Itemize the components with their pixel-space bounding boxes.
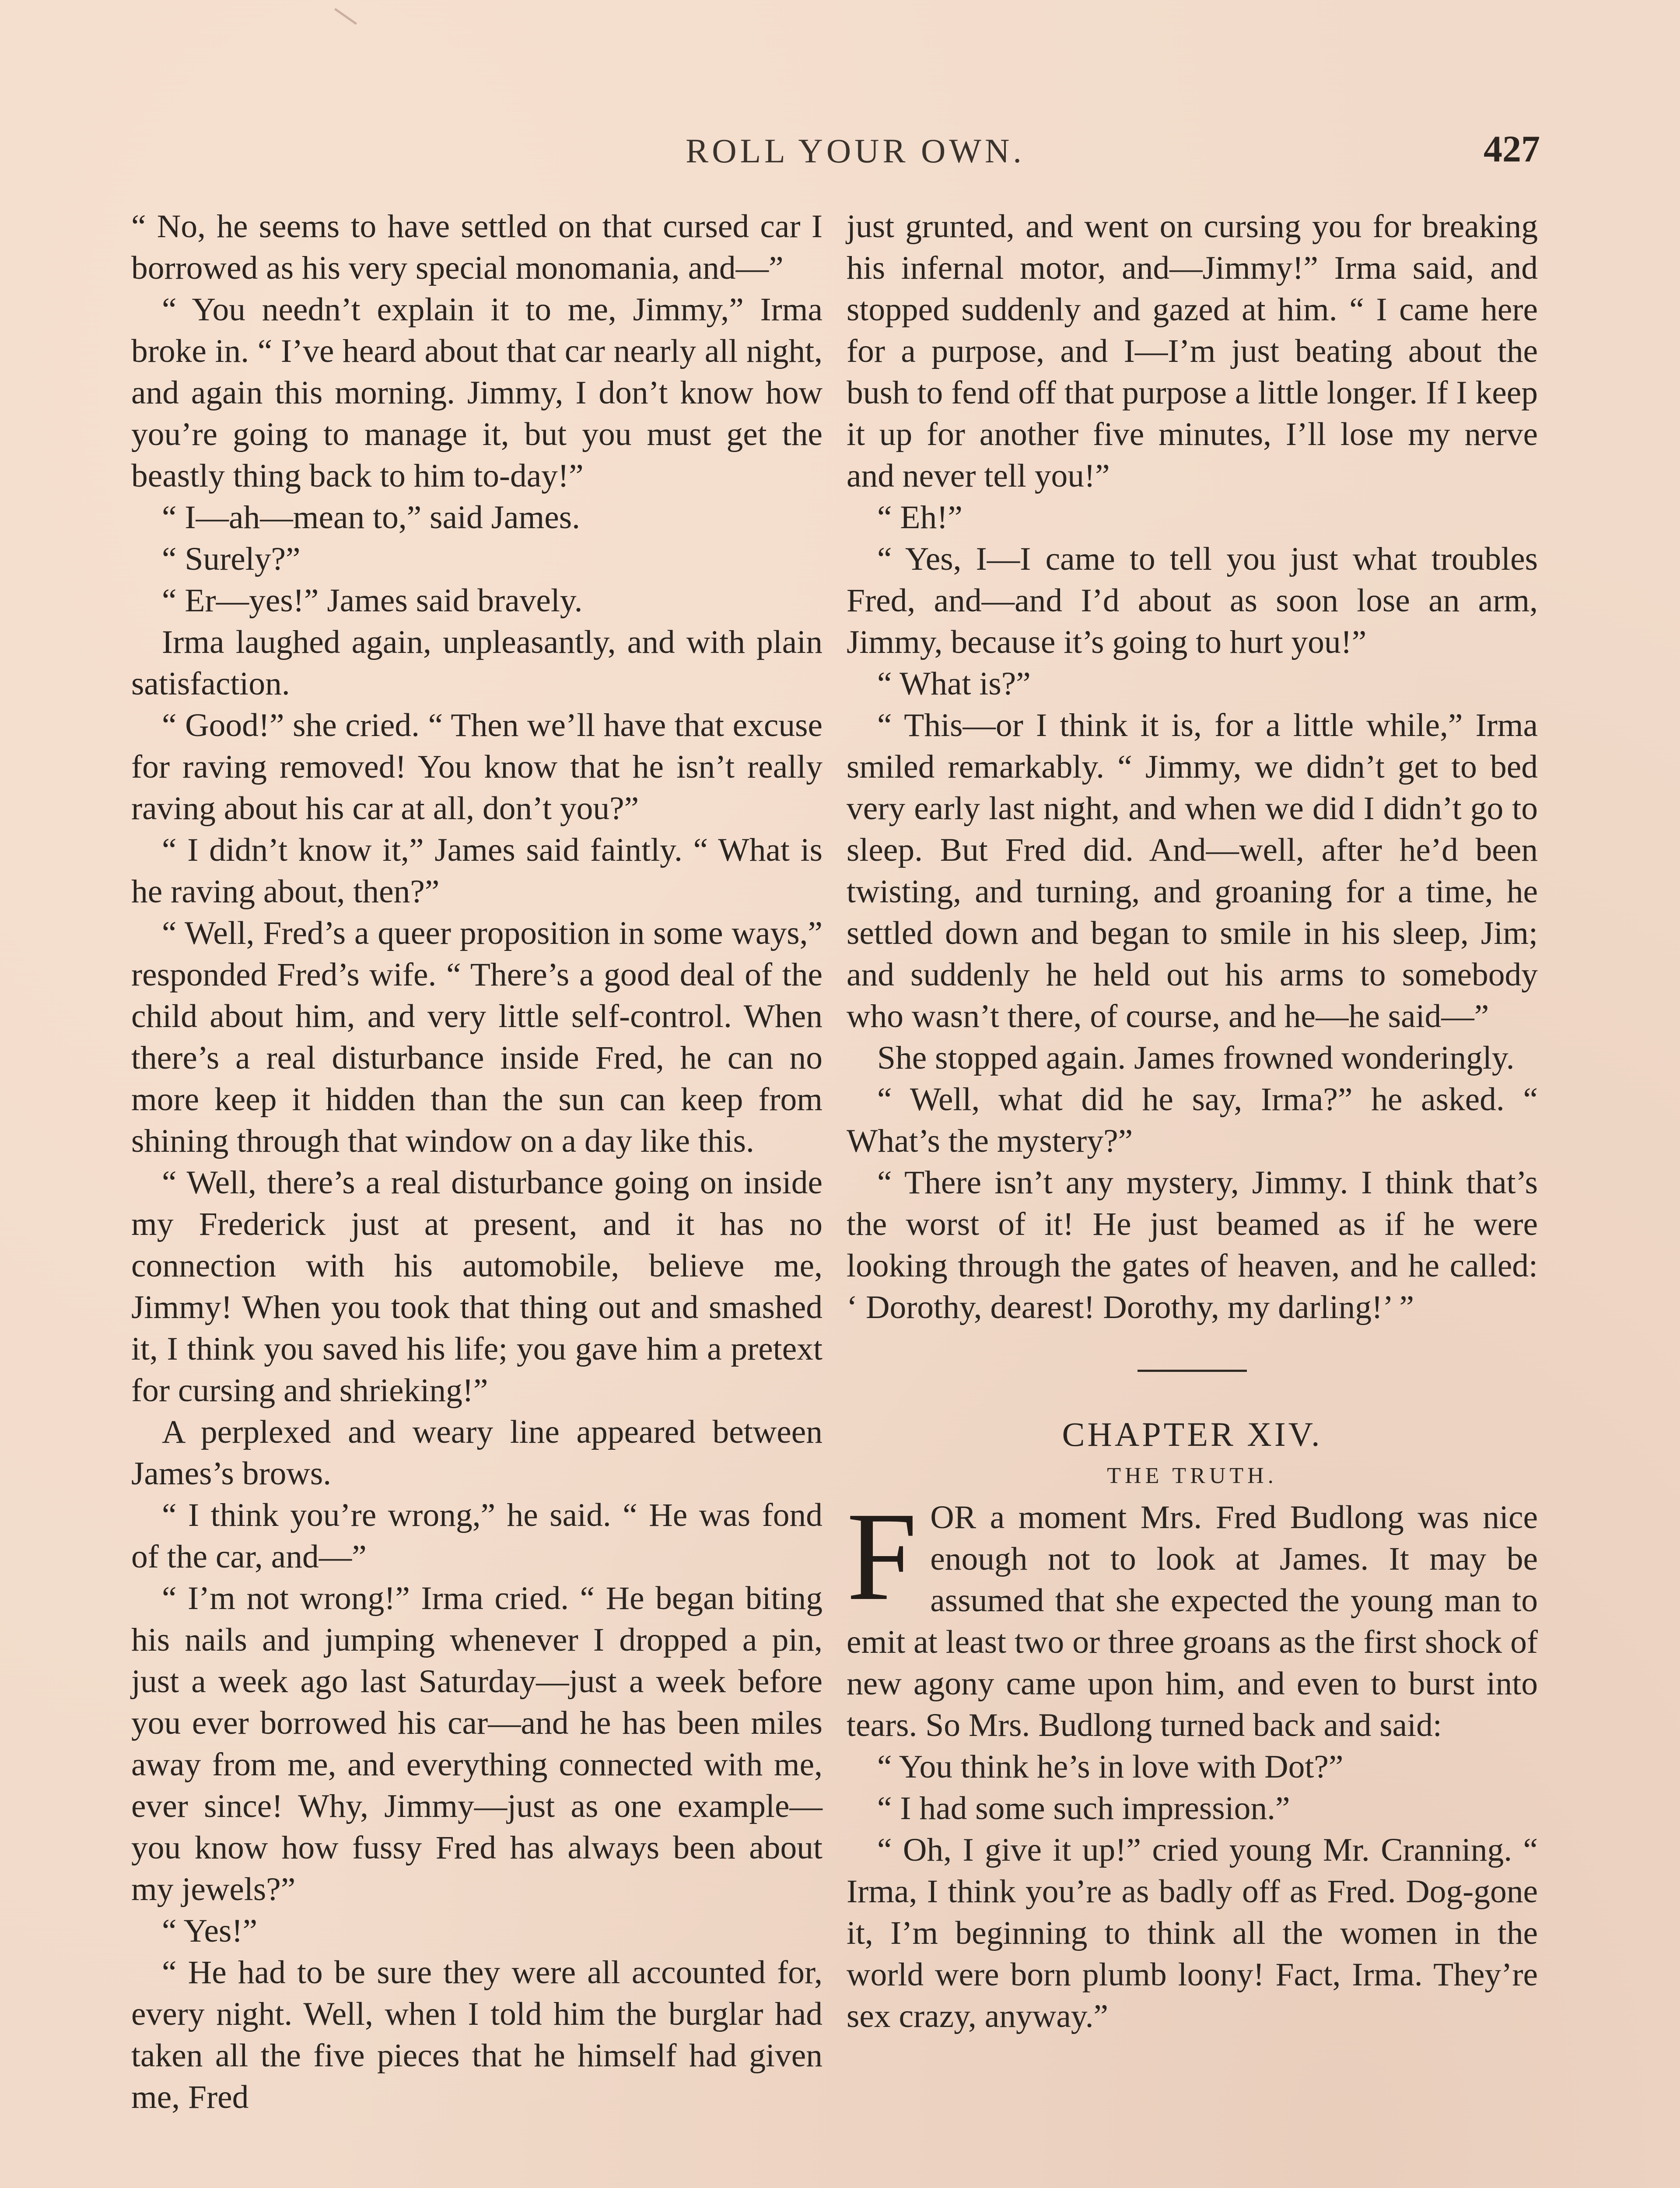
chapter-title: CHAPTER XIV. [1062, 1415, 1323, 1453]
chapter-opening-paragraph [847, 1486, 1538, 1746]
paragraph: “ Eh!” [877, 499, 962, 536]
right-column [847, 206, 1538, 2037]
running-head: ROLL YOUR OWN. [686, 132, 1025, 170]
paper-blemish [334, 8, 357, 25]
paragraph: “ Surely?” [162, 541, 301, 577]
chapter-subtitle: THE TRUTH. [1107, 1463, 1278, 1488]
paragraph: “ There isn’t any mystery, Jimmy. I think that’s the worst of it! He just beamed as if he were looking through the gates of heaven, and he called: ‘ Dorothy, dearest! Dorothy, my darling!’ ” [847, 1164, 1538, 1325]
paragraph: “ Well, Fred’s a queer proposition in some ways,” responded Fred’s wife. “ There’s a good deal of the child about him, and very little self-control. When there’s a real disturbance inside Fred, he can no more keep it hidden than the sun can keep from shining through that window on a day like this. [131, 915, 822, 1159]
paragraph: She stopped again. James frowned wonderingly. [877, 1040, 1515, 1076]
paragraph: “ Oh, I give it up!” cried young Mr. Cranning. “ Irma, I think you’re as badly off as Fred. Dog-gone it, I’m beginning to think all the women in the world were born plumb loony! Fact, Irma. They’re sex crazy, anyway.” [847, 1832, 1538, 2034]
paragraph: “ This—or I think it is, for a little while,” Irma smiled remarkably. “ Jimmy, we didn’t get to bed very early last night, and when we did I didn’t go to sleep. But Fred did. And—well, after he’d been twisting, and turning, and groaning for a time, he settled down and began to smile in his sleep, Jim; and suddenly he held out his arms to somebody who wasn’t there, of course, and he—he said—” [847, 707, 1538, 1034]
drop-cap: F [847, 1486, 917, 1627]
paragraph: “ What is?” [877, 666, 1031, 702]
paragraph: A perplexed and weary line appeared between James’s brows. [131, 1414, 822, 1492]
paragraph: “ Good!” she cried. “ Then we’ll have that excuse for raving removed! You know that he isn’t really raving about his car at all, don’t you?” [131, 707, 822, 827]
section-divider [1138, 1370, 1247, 1372]
paragraph: “ No, he seems to have settled on that cursed car I borrowed as his very special monomania, and—” [131, 208, 822, 286]
opening-paragraph-text: OR a moment Mrs. Fred Budlong was nice enough not to look at James. It may be assumed that she expected the young man to emit at least two or three groans as the first shock of new agony came upon him, and even to burst into tears. So Mrs. Budlong turned back and said: [847, 1499, 1538, 1743]
paragraph: “ Er—yes!” James said bravely. [162, 582, 583, 619]
paragraph: “ I—ah—mean to,” said James. [162, 499, 581, 536]
paragraph: “ I’m not wrong!” Irma cried. “ He began biting his nails and jumping whenever I dropped a pin, just a week ago last Saturday—just a week before you ever borrowed his car—and he has been miles away from me, and everything connected with me, ever since! Why, Jimmy—just as one example—you know how fussy Fred has always been about my jewels?” [131, 1580, 822, 1907]
paragraph: “ You needn’t explain it to me, Jimmy,” Irma broke in. “ I’ve heard about that car nearly all night, and again this morning. Jimmy, I don’t know how you’re going to manage it, but you must get the beastly thing back to him to-day!” [131, 291, 822, 494]
paragraph: “ I think you’re wrong,” he said. “ He was fond of the car, and—” [131, 1497, 822, 1575]
paragraph: “ Well, there’s a real disturbance going on inside my Frederick just at present, and it has no connection with his automobile, believe me, Jimmy! When you took that thing out and smashed it, I think you saved his life; you gave him a pretext for cursing and shrieking!” [131, 1164, 822, 1409]
page-number: 427 [1484, 128, 1540, 170]
paragraph: “ He had to be sure they were all accounted for, every night. Well, when I told him the burglar had taken all the five pieces that he himself had given me, Fred [131, 1954, 822, 2115]
paragraph: “ Well, what did he say, Irma?” he asked. “ What’s the mystery?” [847, 1081, 1538, 1159]
paragraph: “ Yes!” [162, 1913, 258, 1949]
paragraph: “ Yes, I—I came to tell you just what troubles Fred, and—and I’d about as soon lose an arm, Jimmy, because it’s going to hurt you!” [847, 541, 1538, 660]
paragraph: “ I didn’t know it,” James said faintly. “ What is he raving about, then?” [131, 832, 822, 910]
paragraph: “ You think he’s in love with Dot?” [877, 1749, 1344, 1785]
paragraph: Irma laughed again, unpleasantly, and with plain satisfaction. [131, 624, 822, 702]
paragraph: “ I had some such impression.” [877, 1790, 1290, 1827]
left-column [131, 206, 822, 2118]
paragraph: just grunted, and went on cursing you for breaking his infernal motor, and—Jimmy!” Irma said, and stopped suddenly and gazed at him. “ I came here for a purpose, and I—I’m just beating about the bush to fend off that purpose a little longer. If I keep it up for another five minutes, I’ll lose my nerve and never tell you!” [847, 208, 1538, 494]
